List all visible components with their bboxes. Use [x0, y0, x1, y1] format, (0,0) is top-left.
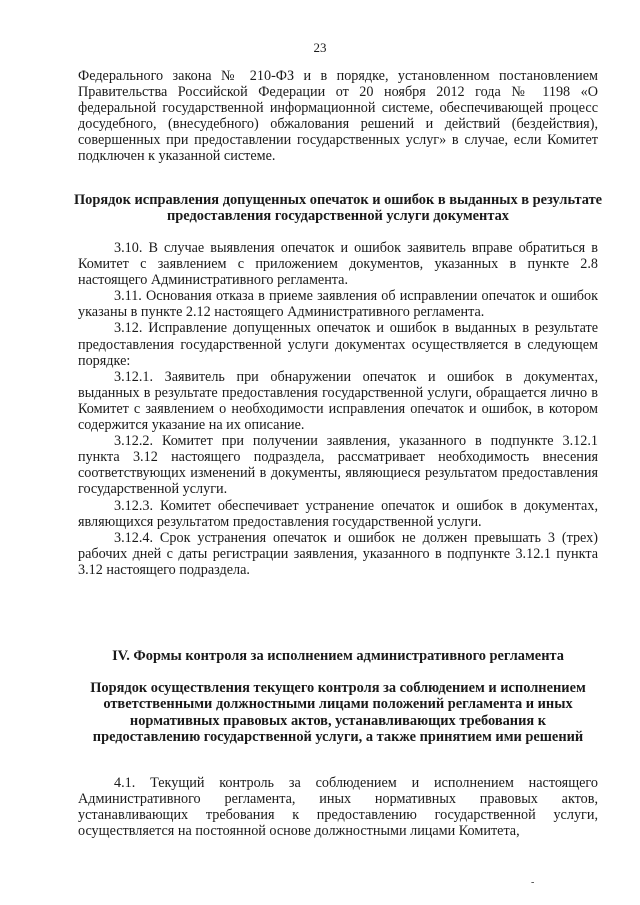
- bottom-mark: -: [531, 877, 535, 888]
- section-4-paragraph: [78, 775, 598, 839]
- page-number: 23: [313, 40, 327, 55]
- corrections-heading: Порядок исправления допущенных опечаток и ошибок в выданных в результате предоставления государственной услуги документах: [73, 192, 603, 225]
- section-3-paragraphs: [78, 240, 598, 578]
- section-iv-heading: IV. Формы контроля за исполнением административного регламента: [112, 648, 564, 664]
- paragraph-4-1: 4.1. Текущий контроль за соблюдением и исполнением настоящего Административного регламента, иных нормативных правовых актов, устанавливающих требования к предоставлению государственной услуги, осуществляется на постоянной основе должностными лицами Комитета,: [78, 775, 598, 840]
- paragraph-3-11: 3.11. Основания отказа в приеме заявления об исправлении опечаток и ошибок указаны в пункте 2.12 настоящего Административного регламента.: [78, 288, 598, 321]
- paragraph-3-12-3: 3.12.3. Комитет обеспечивает устранение опечаток и ошибок в документах, являющихся результатом предоставления государственной услуги.: [78, 497, 598, 530]
- intro-paragraph: [78, 68, 598, 165]
- control-subheading: Порядок осуществления текущего контроля за соблюдением и исполнением ответственными должностными лицами положений регламента и иных нормативных правовых актов, устанавливающих требования к предоставлению государственной услуги, а также принятием ими решений: [90, 680, 586, 746]
- paragraph-3-12-4: 3.12.4. Срок устранения опечаток и ошибок не должен превышать 3 (трех) рабочих дней с даты регистрации заявления, указанного в подпункте 3.12.1 пункта 3.12 настоящего подраздела.: [78, 529, 598, 578]
- paragraph-3-12-1: 3.12.1. Заявитель при обнаружении опечаток и ошибок в документах, выданных в результате предоставления государственной услуги, обращается лично в Комитет с заявлением о необходимости исправления опечаток и ошибок, в котором содержится указание на их описание.: [78, 368, 598, 434]
- paragraph-3-12: 3.12. Исправление допущенных опечаток и ошибок в выданных в результате предоставления государственной услуги документах осуществляется в следующем порядке:: [78, 320, 598, 369]
- paragraph-3-10: 3.10. В случае выявления опечаток и ошибок заявитель вправе обратиться в Комитет с заявлением с приложением документов, указанных в пункте 2.8 настоящего Административного регламента.: [78, 240, 598, 289]
- paragraph-3-12-2: 3.12.2. Комитет при получении заявления, указанного в подпункте 3.12.1 пункта 3.12 настоящего подраздела, рассматривает необходимость внесения соответствующих изменений в документы, являющиеся результатом предоставления государственной услуги.: [78, 433, 598, 498]
- paragraph-text: Федерального закона № 210-ФЗ и в порядке, установленном постановлением Правительства Российской Федерации от 20 ноября 2012 года № 1198 «О федеральной государственной информационной системе, обеспечивающей процесс досудебного, (внесудебного) обжалования решений и действий (бездействия), совершенных при предоставлении государственных услуг» в случае, если Комитет подключен к указанной системе.: [78, 68, 598, 165]
